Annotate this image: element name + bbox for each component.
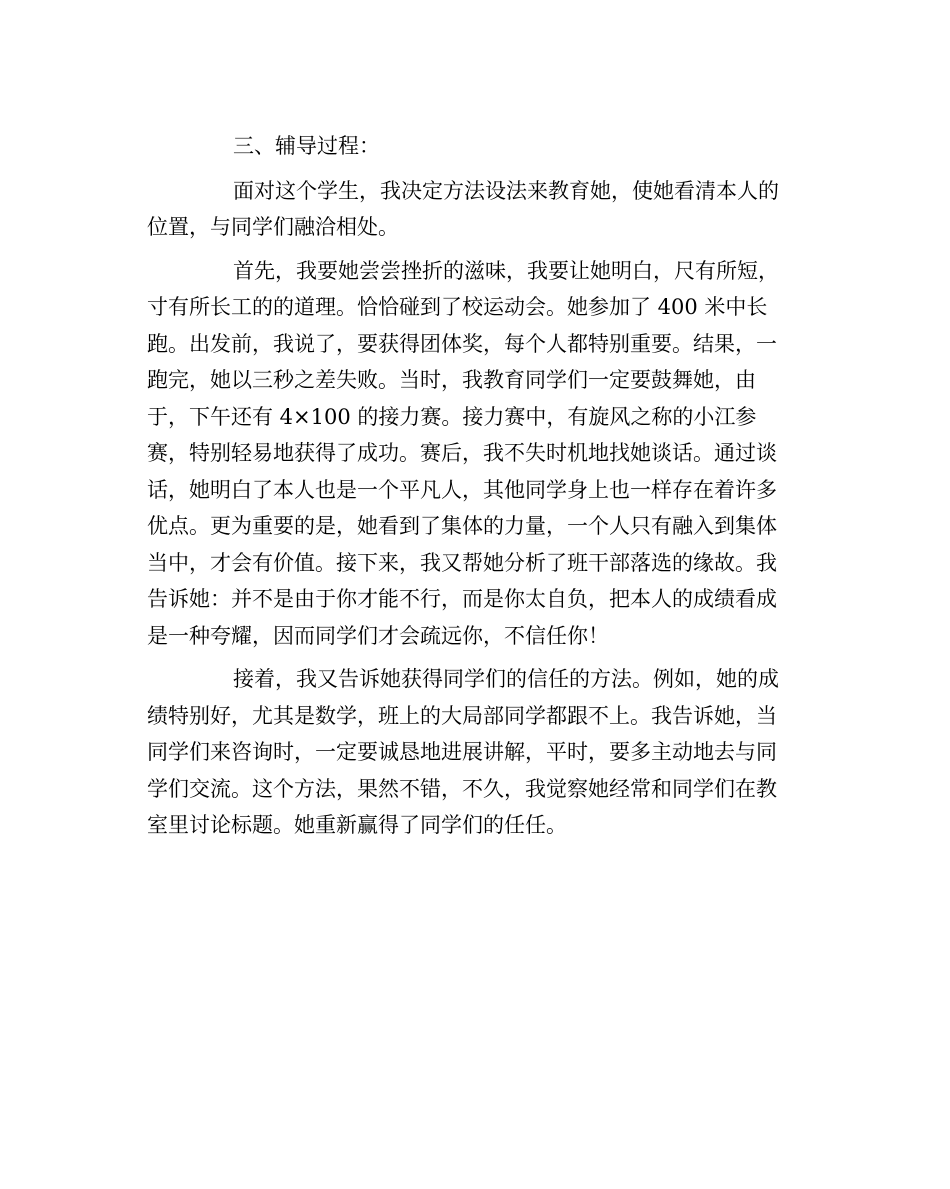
paragraph-line: 话，她明白了本人也是一个平凡人，其他同学身上也一样存在着许多 xyxy=(147,477,777,502)
paragraph-line: 学们交流。这个方法，果然不错，不久，我觉察她经常和同学们在教 xyxy=(147,776,777,801)
paragraph-line: 同学们来咨询时，一定要诚恳地进展讲解，平时，要多主动地去与同 xyxy=(147,740,777,764)
paragraph-line: 寸有所长工的的道理。恰恰碰到了校运动会。她参加了 400 米中长 xyxy=(147,295,768,319)
section-heading: 三、辅导过程： xyxy=(233,134,380,158)
paragraph-line: 接着，我又告诉她获得同学们的信任的方法。例如，她的成 xyxy=(233,667,779,691)
paragraph-line: 面对这个学生，我决定方法设法来教育她，使她看清本人的 xyxy=(233,178,779,203)
paragraph-line: 跑。出发前，我说了，要获得团体奖，每个人都特别重要。结果，一 xyxy=(147,331,777,356)
paragraph-line: 当中，才会有价值。接下来，我又帮她分析了班干部落选的缘故。我 xyxy=(147,550,777,575)
paragraph-line: 室里讨论标题。她重新赢得了同学们的任任。 xyxy=(147,813,567,837)
paragraph-line: 优点。更为重要的是，她看到了集体的力量，一个人只有融入到集体 xyxy=(147,514,777,538)
paragraph-line: 首先，我要她尝尝挫折的滋味，我要让她明白，尺有所短， xyxy=(233,258,779,283)
paragraph-1 xyxy=(147,173,803,246)
paragraph-line: 绩特别好，尤其是数学，班上的大局部同学都跟不上。我告诉她，当 xyxy=(147,703,777,728)
paragraph-line: 于，下午还有 4×100 的接力赛。接力赛中，有旋风之称的小江参 xyxy=(147,404,757,429)
paragraph-line: 是一种夸耀，因而同学们才会疏远你，不信任你！ xyxy=(147,623,609,648)
paragraph-3 xyxy=(147,661,803,844)
paragraph-line: 位置，与同学们融洽相处。 xyxy=(147,215,399,239)
paragraph-2 xyxy=(147,253,803,655)
document-body xyxy=(147,128,803,851)
paragraph-line: 跑完，她以三秒之差失败。当时，我教育同学们一定要鼓舞她，由 xyxy=(147,368,756,392)
paragraph-line: 告诉她：并不是由于你才能不行，而是你太自负，把本人的成绩看成 xyxy=(147,587,777,611)
paragraph-line: 赛，特别轻易地获得了成功。赛后，我不失时机地找她谈话。通过谈 xyxy=(147,441,777,465)
